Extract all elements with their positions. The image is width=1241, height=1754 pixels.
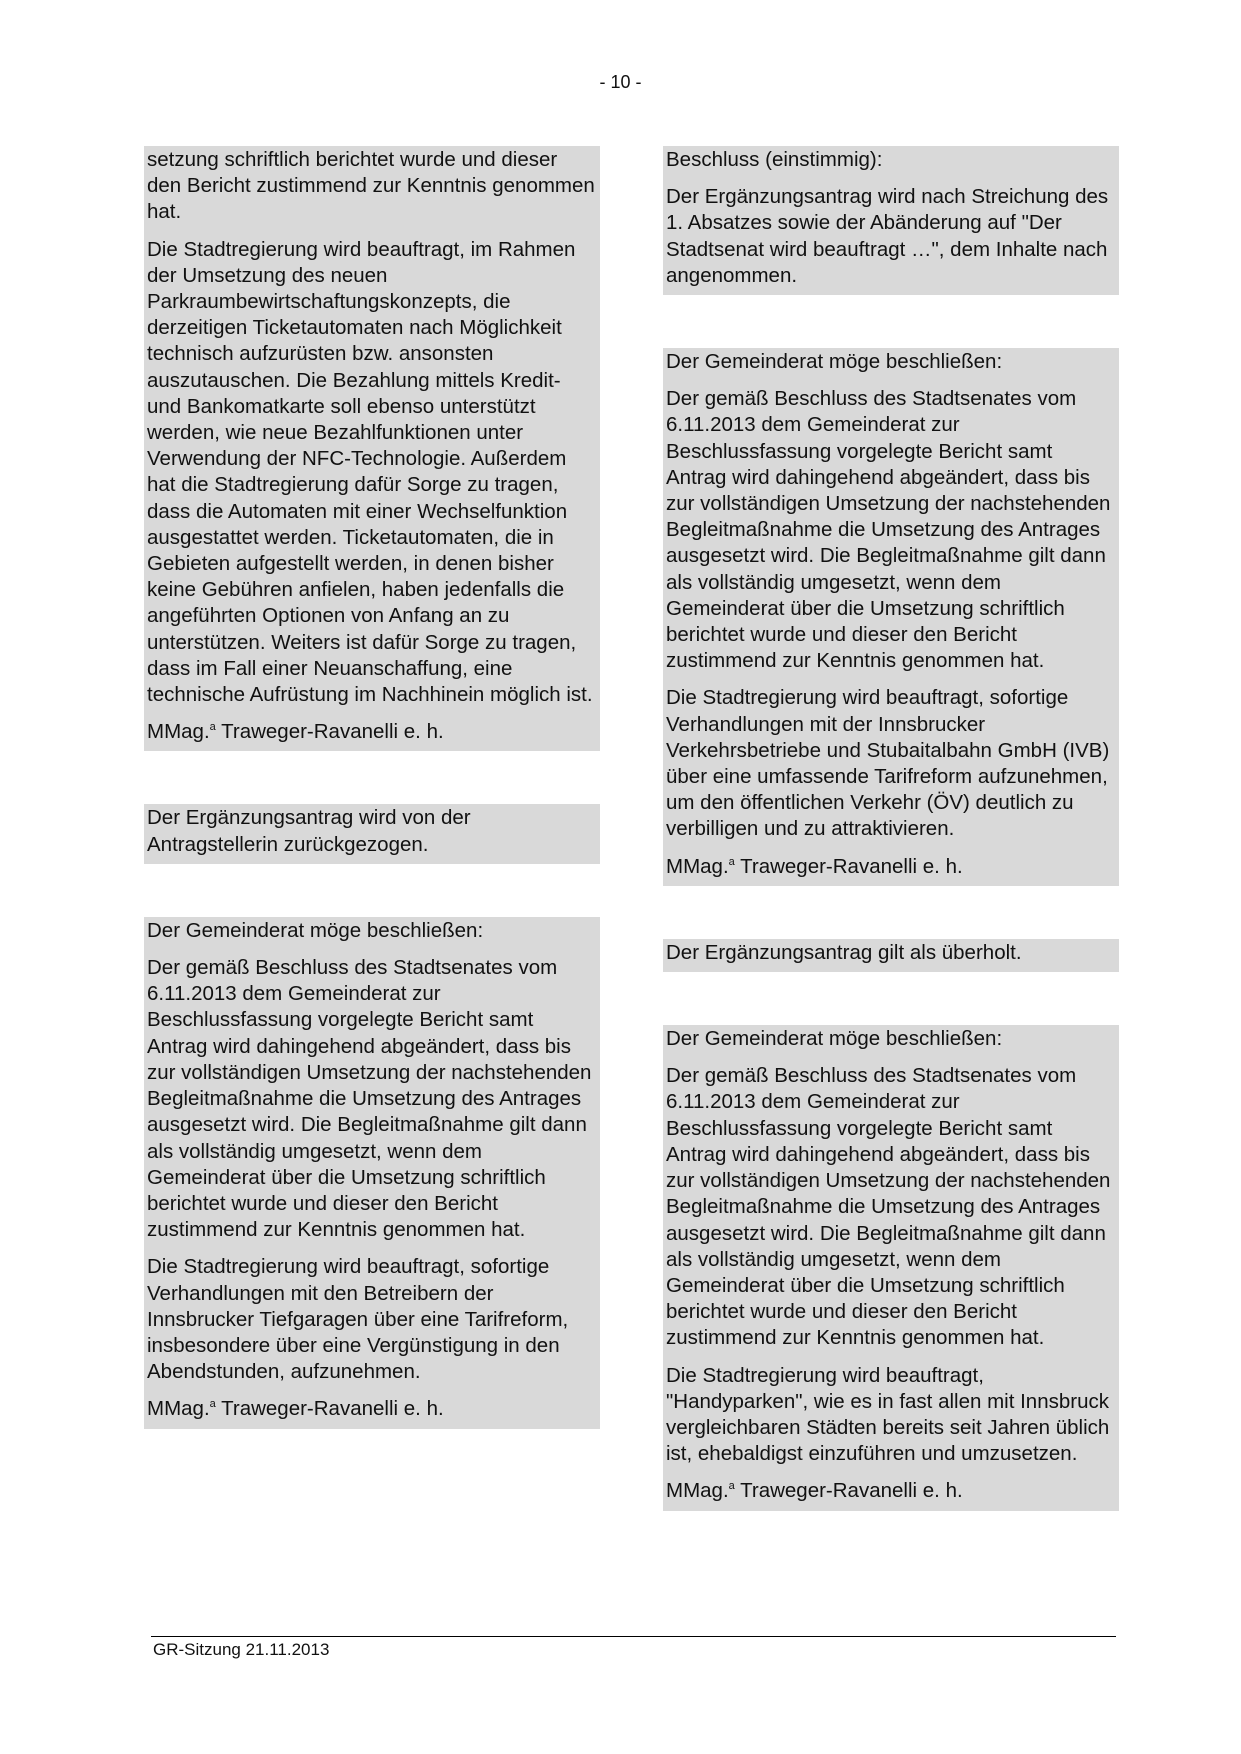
signature-superscript: a	[209, 1398, 216, 1411]
page-number: - 10 -	[599, 72, 642, 92]
right-block-2	[663, 348, 1119, 886]
right-block-4	[663, 1025, 1119, 1510]
paragraph: Die Stadtregierung wird beauftragt, sofortige Verhandlungen mit den Betreibern der Innsbrucker Tiefgaragen über eine Tarifreform, insbesondere über eine Vergünstigung in den Abendstunden, aufzunehmen.	[147, 1255, 569, 1384]
paragraph: Die Stadtregierung wird beauftragt, "Handyparken", wie es in fast allen mit Innsbruck vergleichbaren Städten bereits seit Jahren üblich ist, ehebaldigst einzuführen und umzusetzen.	[666, 1363, 1110, 1466]
right-column	[663, 146, 1119, 1564]
paragraph: Die Stadtregierung wird beauftragt, sofortige Verhandlungen mit der Innsbrucker Verkehrsbetriebe und Stubaitalbahn GmbH (IVB) über eine umfassende Tarifreform aufzunehmen, um den öffentlichen Verkehr (ÖV) deutlich zu verbilligen und zu attraktivieren.	[666, 686, 1110, 841]
paragraph: Der Ergänzungsantrag gilt als überholt.	[666, 940, 1022, 964]
signature-prefix: MMag.	[666, 854, 729, 878]
signature-superscript: a	[728, 1480, 735, 1493]
block-heading: Der Gemeinderat möge beschließen:	[147, 918, 484, 942]
paragraph: Der gemäß Beschluss des Stadtsenates vom 6.11.2013 dem Gemeinderat zur Beschlussfassung vorgelegte Bericht samt Antrag wird dahingehend abgeändert, dass bis zur vollständigen Umsetzung der nachstehenden Begleitmaßnahme die Umsetzung des Antrages ausgesetzt wird. Die Begleitmaßnahme gilt dann als vollständig umgesetzt, wenn dem Gemeinderat über die Umsetzung schriftlich berichtet wurde und dieser den Bericht zustimmend zur Kenntnis genommen hat.	[666, 1064, 1111, 1350]
signature-name: Traweger-Ravanelli e. h.	[215, 1397, 444, 1421]
paragraph: Die Stadtregierung wird beauftragt, im Rahmen der Umsetzung des neuen Parkraumbewirtschaftungskonzepts, die derzeitigen Ticketautomaten nach Möglichkeit technisch aufzurüsten bzw. ansonsten auszutauschen. Die Bezahlung mittels Kredit- und Bankomatkarte soll ebenso unterstützt werden, wie neue Bezahlfunktionen unter Verwendung der NFC-Technologie. Außerdem hat die Stadtregierung dafür Sorge zu tragen, dass die Automaten mit einer Wechselfunktion ausgestattet werden. Ticketautomaten, die in Gebieten aufgestellt werden, in denen bisher keine Gebühren anfielen, haben jedenfalls die angeführten Optionen von Anfang an zu unterstützen. Weiters ist dafür Sorge zu tragen, dass im Fall einer Neuanschaffung, eine technische Aufrüstung im Nachhinein möglich ist.	[147, 237, 593, 707]
footer-text: GR-Sitzung 21.11.2013	[153, 1640, 330, 1659]
left-block-3	[144, 917, 600, 1429]
block-heading: Beschluss (einstimmig):	[666, 148, 883, 171]
paragraph: setzung schriftlich berichtet wurde und dieser den Bericht zustimmend zur Kenntnis genommen hat.	[147, 148, 595, 224]
signature-prefix: MMag.	[147, 1397, 210, 1421]
left-column	[144, 146, 600, 1482]
paragraph: Der Ergänzungsantrag wird von der Antragstellerin zurückgezogen.	[147, 806, 471, 856]
signature	[666, 1478, 1116, 1504]
left-block-1	[144, 146, 600, 751]
signature-name: Traweger-Ravanelli e. h.	[734, 1479, 963, 1503]
block-heading: Der Gemeinderat möge beschließen:	[666, 1027, 1003, 1051]
signature	[666, 854, 1116, 880]
signature-superscript: a	[728, 855, 735, 868]
right-block-3	[663, 939, 1119, 972]
paragraph: Der gemäß Beschluss des Stadtsenates vom 6.11.2013 dem Gemeinderat zur Beschlussfassung vorgelegte Bericht samt Antrag wird dahingehend abgeändert, dass bis zur vollständigen Umsetzung der nachstehenden Begleitmaßnahme die Umsetzung des Antrages ausgesetzt wird. Die Begleitmaßnahme gilt dann als vollständig umgesetzt, wenn dem Gemeinderat über die Umsetzung schriftlich berichtet wurde und dieser den Bericht zustimmend zur Kenntnis genommen hat.	[147, 956, 592, 1242]
signature-name: Traweger-Ravanelli e. h.	[215, 720, 444, 744]
footer-divider	[151, 1636, 1116, 1637]
signature-superscript: a	[209, 721, 216, 734]
signature-prefix: MMag.	[666, 1479, 729, 1503]
signature	[147, 719, 597, 745]
paragraph: Der Ergänzungsantrag wird nach Streichung des 1. Absatzes sowie der Abänderung auf "Der Stadtsenat wird beauftragt …", dem Inhalte nach angenommen.	[666, 185, 1109, 287]
signature	[147, 1396, 597, 1422]
paragraph: Der gemäß Beschluss des Stadtsenates vom 6.11.2013 dem Gemeinderat zur Beschlussfassung vorgelegte Bericht samt Antrag wird dahingehend abgeändert, dass bis zur vollständigen Umsetzung der nachstehenden Begleitmaßnahme die Umsetzung des Antrages ausgesetzt wird. Die Begleitmaßnahme gilt dann als vollständig umgesetzt, wenn dem Gemeinderat über die Umsetzung schriftlich berichtet wurde und dieser den Bericht zustimmend zur Kenntnis genommen hat.	[666, 387, 1111, 673]
signature-name: Traweger-Ravanelli e. h.	[734, 854, 963, 878]
left-block-2	[144, 804, 600, 863]
signature-prefix: MMag.	[147, 720, 210, 744]
block-heading: Der Gemeinderat möge beschließen:	[666, 350, 1003, 374]
right-block-1	[663, 146, 1119, 295]
